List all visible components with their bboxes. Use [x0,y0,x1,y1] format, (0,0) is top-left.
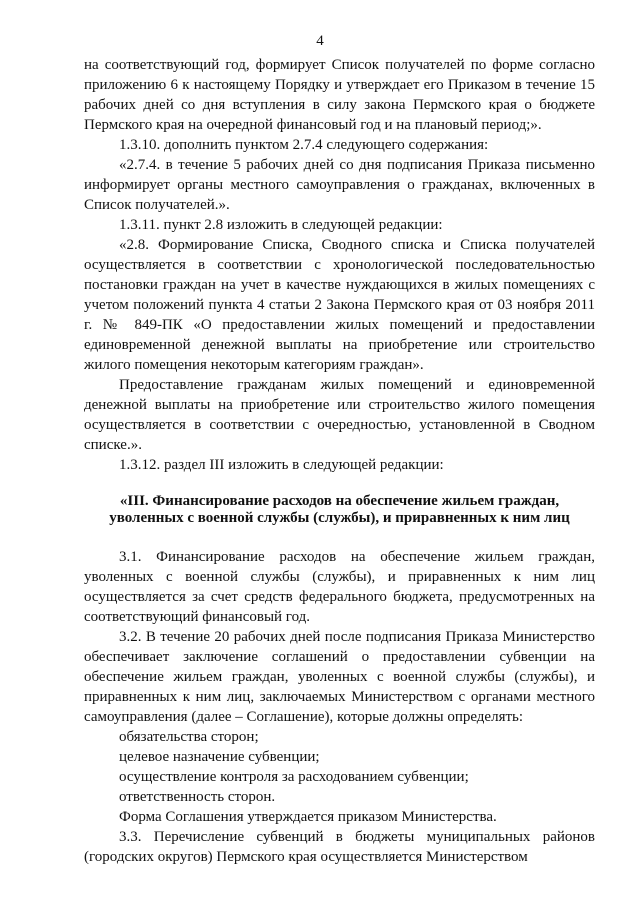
paragraph-agreement-form: Форма Соглашения утверждается приказом Министерства. [119,809,497,825]
document-body [84,55,595,867]
paragraph-clause-2-8: «2.8. Формирование Списка, Сводного списка и Списка получателей осуществляется в соответствии с хронологической последовательностью постановки граждан на учет в качестве нуждающихся в жилых помещениях с учетом положений пункта 4 статьи 2 Закона Пермского края от 03 ноября 2011 г. № 849-ПК «О предоставлении жилых помещений и предоставлении единовременной денежной выплаты на приобретение или строительство жилого помещения некоторым категориям граждан». [84,237,595,373]
list-item: осуществление контроля за расходованием субвенции; [119,769,469,785]
paragraph-3-3: 3.3. Перечисление субвенций в бюджеты муниципальных районов (городских округов) Пермского края осуществляется Министерством [84,829,595,865]
page-number: 4 [316,33,324,49]
paragraph-amendment-1-3-11: 1.3.11. пункт 2.8 изложить в следующей редакции: [119,217,443,233]
paragraph-provision: Предоставление гражданам жилых помещений и единовременной денежной выплаты на приобретение или строительство жилого помещения осуществляется в соответствии с очередностью, установленной в Сводном списке.». [84,377,595,453]
paragraph-amendment-1-3-10: 1.3.10. дополнить пунктом 2.7.4 следующего содержания: [119,137,489,153]
paragraph-continuation: на соответствующий год, формирует Список получателей по форме согласно приложению 6 к настоящему Порядку и утверждает его Приказом в течение 15 рабочих дней со дня вступления в силу закона Пермского края о бюджете Пермского края на очередной финансовый год и на плановый период;». [84,57,595,133]
paragraph-3-1: 3.1. Финансирование расходов на обеспечение жильем граждан, уволенных с военной службы (службы), и приравненных к ним лиц осуществляется за счет средств федерального бюджета, предусмотренных на соответствующий финансовый год. [84,549,595,625]
paragraph-amendment-1-3-12: 1.3.12. раздел III изложить в следующей редакции: [119,457,444,473]
paragraph-3-2: 3.2. В течение 20 рабочих дней после подписания Приказа Министерство обеспечивает заключение соглашений о предоставлении субвенции на обеспечение жильем граждан, уволенных с военной службы (службы), и приравненных к ним лиц, заключаемых Министерством с органами местного самоуправления (далее – Соглашение), которые должны определять: [84,629,595,725]
list-item: обязательства сторон; [119,729,259,745]
list-item: целевое назначение субвенции; [119,749,320,765]
list-item: ответственность сторон. [119,789,276,805]
section-heading: «III. Финансирование расходов на обеспечение жильем граждан, уволенных с военной службы (службы), и приравненных к ним лиц [109,493,570,526]
paragraph-clause-2-7-4: «2.7.4. в течение 5 рабочих дней со дня подписания Приказа письменно информирует органы местного самоуправления о гражданах, включенных в Список получателей.». [84,157,595,213]
